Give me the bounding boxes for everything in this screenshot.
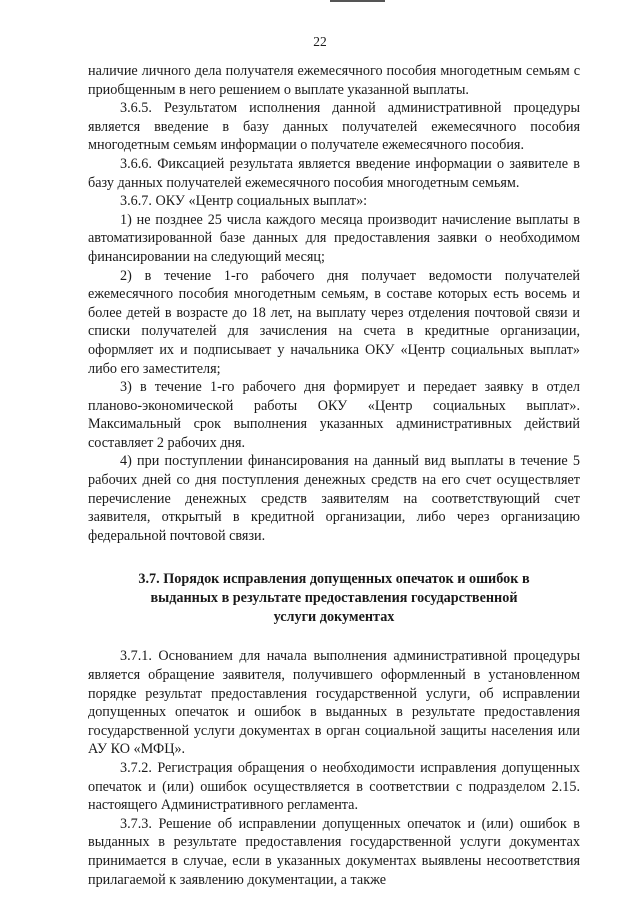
section-heading xyxy=(88,570,580,627)
paragraph: 3.6.5. Результатом исполнения данной административной процедуры является введение в базу данных получателей ежемесячного пособия многодетным семьям информации о получателе ежемесячного пособия. xyxy=(88,100,580,154)
paragraph: 3.7.1. Основанием для начала выполнения административной процедуры является обращение заявителя, получившего оформленный в установленном порядке результат предоставления государственной услуги, об исправлении допущенных опечаток и ошибок в выданных в результате предоставления государственной услуги документах в орган социальной защиты населения или АУ КО «МФЦ». xyxy=(88,648,580,758)
section-heading-line-3: услуги документах xyxy=(273,609,395,626)
paragraph: 4) при поступлении финансирования на данный вид выплаты в течение 5 рабочих дней со дня поступления денежных средств на его счет осуществляет перечисление денежных средств заявителям на соответствующий счет заявителя, открытый в кредитной организации, либо через организацию федеральной почтовой связи. xyxy=(88,453,580,544)
top-edge-mark xyxy=(330,0,385,2)
paragraph: наличие личного дела получателя ежемесячного пособия многодетным семьям с приобщенным в него решением о выплате указанной выплаты. xyxy=(88,63,580,98)
paragraph: 2) в течение 1-го рабочего дня получает ведомости получателей ежемесячного пособия многодетным семьям, в составе которых есть восемь и более детей в возрасте до 18 лет, на выплату через отделения почтовой связи и списки получателей для зачисления на счета в кредитные организации, оформляет их и подписывает у начальника ОКУ «Центр социальных выплат» либо его заместителя; xyxy=(88,267,580,377)
paragraphs-before-section xyxy=(88,62,580,545)
section-heading-line-1: 3.7. Порядок исправления допущенных опечаток и ошибок в xyxy=(138,571,530,588)
paragraph: 3.7.2. Регистрация обращения о необходимости исправления допущенных опечаток и (или) ошибок осуществляется в соответствии с подразделом 2.15. настоящего Административного регламента. xyxy=(88,760,580,814)
page-number: 22 xyxy=(313,34,327,49)
paragraph: 3.6.6. Фиксацией результата является введение информации о заявителе в базу данных получателей ежемесячного пособия многодетным семьям. xyxy=(88,155,580,191)
paragraph: 3) в течение 1-го рабочего дня формирует и передает заявку в отдел планово-экономической работы ОКУ «Центр социальных выплат». Максимальный срок выполнения указанных административных действий составляет 2 рабочих дня. xyxy=(88,379,580,451)
paragraphs-after-section xyxy=(88,647,580,889)
paragraph: 1) не позднее 25 числа каждого месяца производит начисление выплаты в автоматизированной базе данных для предоставления заявки о необходимом финансировании на следующий месяц; xyxy=(88,211,580,265)
document-body xyxy=(88,62,580,889)
section-heading-line-2: выданных в результате предоставления государственной xyxy=(150,590,518,607)
paragraph: 3.7.3. Решение об исправлении допущенных опечаток и (или) ошибок в выданных в результате предоставления государственной услуги документах принимается в случае, если в указанных документах выявлены несоответствия прилагаемой к заявлению документации, а также xyxy=(88,815,580,888)
paragraph: 3.6.7. ОКУ «Центр социальных выплат»: xyxy=(120,193,368,210)
